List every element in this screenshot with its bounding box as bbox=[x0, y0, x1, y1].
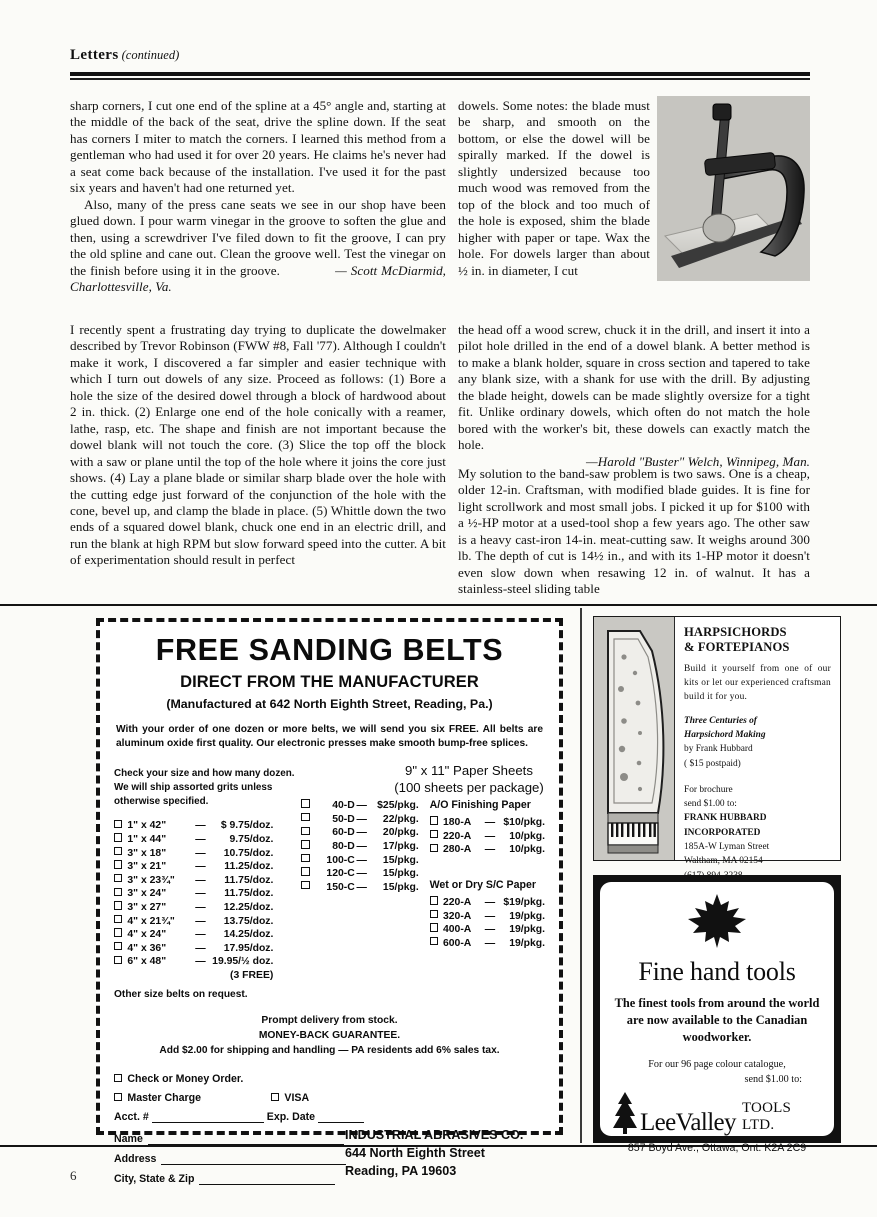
belt-size: 4" x 21¾" bbox=[127, 915, 175, 927]
belt-row[interactable] bbox=[114, 901, 301, 915]
sheet-row[interactable] bbox=[301, 867, 425, 881]
ao-grit: 180-A bbox=[443, 817, 472, 829]
paper-sheets-heading-line2: (100 sheets per package) bbox=[394, 780, 544, 796]
dash: — bbox=[195, 956, 206, 968]
sheet-price: 22/pkg. bbox=[382, 813, 419, 825]
belt-row[interactable] bbox=[114, 860, 301, 874]
ad-terms bbox=[114, 1014, 545, 1059]
sheet-price: 15/pkg. bbox=[382, 881, 419, 893]
dash: — bbox=[195, 902, 206, 914]
belt-size: 6" x 48" bbox=[127, 956, 167, 968]
belt-size: 3" x 24" bbox=[127, 888, 167, 900]
checkbox-icon[interactable] bbox=[301, 840, 309, 848]
sc-grit: 320-A bbox=[443, 910, 472, 922]
sheet-grit: 40-D bbox=[332, 800, 355, 812]
brochure-line2: send $1.00 to: bbox=[684, 799, 737, 810]
dash: — bbox=[356, 868, 367, 880]
dash: — bbox=[195, 861, 206, 873]
name-label: Name bbox=[114, 1132, 143, 1145]
sc-paper-heading: Wet or Dry S/C Paper bbox=[429, 879, 536, 892]
dash: — bbox=[484, 937, 496, 949]
header-continued-note: (continued) bbox=[121, 48, 180, 62]
sheet-row[interactable] bbox=[301, 854, 425, 868]
belt-price: 11.75/doz. bbox=[224, 888, 274, 900]
belt-size: 4" x 36" bbox=[127, 942, 167, 954]
harpsichord-headline-line1: HARPSICHORDS bbox=[684, 625, 787, 639]
checkbox-icon[interactable] bbox=[430, 896, 438, 904]
belts-list bbox=[114, 819, 301, 969]
belt-row[interactable] bbox=[114, 833, 301, 847]
belt-price: 13.75/doz. bbox=[223, 915, 274, 927]
harpsichord-ad-copy bbox=[675, 617, 840, 867]
belt-row[interactable] bbox=[114, 847, 301, 861]
harpsichord-book-info bbox=[684, 714, 831, 771]
name-input-line[interactable] bbox=[148, 1133, 344, 1145]
dash: — bbox=[195, 874, 206, 886]
sc-price: 19/pkg. bbox=[509, 924, 545, 936]
dash: — bbox=[484, 897, 496, 909]
checkbox-icon[interactable] bbox=[114, 1093, 122, 1101]
belt-price: 19.95/½ doz. bbox=[212, 956, 274, 968]
sc-price: 19/pkg. bbox=[509, 910, 545, 922]
dash: — bbox=[195, 929, 206, 941]
dash: — bbox=[195, 847, 206, 859]
belt-price: 10.75/doz. bbox=[223, 847, 274, 859]
checkbox-icon[interactable] bbox=[114, 928, 122, 936]
article-right-column-top bbox=[458, 98, 650, 279]
page-number: 6 bbox=[70, 1168, 77, 1183]
article-left-column-bottom bbox=[70, 322, 446, 569]
c-clamp-illustration bbox=[657, 96, 810, 281]
ad-lee-valley-tools bbox=[593, 875, 841, 1154]
address-label: Address bbox=[114, 1152, 157, 1165]
terms-delivery: Prompt delivery from stock. bbox=[261, 1014, 398, 1026]
lee-valley-subheadline: The finest tools from around the world are now available to the Canadian woodworker. bbox=[614, 996, 820, 1045]
terms-guarantee: MONEY-BACK GUARANTEE. bbox=[258, 1029, 401, 1041]
sheet-price: 17/pkg. bbox=[382, 841, 419, 853]
belt-size: 3" x 21" bbox=[127, 861, 167, 873]
ao-row[interactable] bbox=[430, 830, 545, 844]
paragraph: I recently spent a frustrating day trying to duplicate the dowelmaker described by Trevor Robinson (FWW #8, Fall '77). Although I couldn't make it work, I discovered a far simpler and easier technique with which I turn out dowels of any size. Proceed as follows: (1) Bore a hole the size of the desired dowel through a block of hardwood about 2 in. thick. (2) Enlarge one end of the hole conically with a reamer, lathe, rasp, etc. The shape and finish are not important because the dowel blank will not touch the core. (3) Slice the top off the block with a saw or plane until the top of the hole where it joins the core just shows. (4) Lay a plane blade or similar sharp blade over the hole with the cutting edge just forward of the conjunction of the hole with the cone, bevel up, and clamp the blade in place. (5) Whittle down the two ends of a squared dowel blank, chuck one end in an electric drill, and run the blank at high RPM but slow forward speed into the cutter. A bit of experimentation should result in perfect bbox=[70, 322, 446, 568]
ad-frank-hubbard-harpsichords bbox=[593, 616, 841, 867]
account-row[interactable] bbox=[114, 1111, 545, 1123]
checkbox-icon[interactable] bbox=[271, 1093, 279, 1101]
book-title-line2: Harpsichord Making bbox=[684, 729, 766, 740]
payment-card-row[interactable] bbox=[114, 1092, 545, 1104]
checkbox-icon[interactable] bbox=[114, 956, 122, 964]
letter-signature: — Scott McDiarmid, Charlottesville, Va. bbox=[70, 262, 447, 294]
sc-row[interactable] bbox=[430, 896, 545, 910]
expiry-label: Exp. Date bbox=[266, 1110, 316, 1123]
other-sizes-note: Other size belts on request. bbox=[114, 988, 248, 1000]
ad-manufacturer-note: (Manufactured at 642 North Eighth Street, Reading, Pa.) bbox=[166, 697, 493, 712]
catalogue-line2: send $1.00 to: bbox=[744, 1073, 802, 1085]
sc-price: $19/pkg. bbox=[503, 897, 545, 909]
conifer-tree-icon bbox=[610, 1091, 640, 1135]
paragraph: sharp corners, I cut one end of the spline at a 45° angle and, starting at the middle of the back of the seat, drive the spline down. If the seat has corners I miter to match the corners. I learned this method from a gentleman who had used it for over 20 years. He claims he's never had a seat come back because of the installation. I've used it for the past six years and haven't had one returned yet. bbox=[70, 98, 446, 196]
ao-row[interactable] bbox=[430, 843, 545, 857]
logo-tools-ltd: TOOLS LTD. bbox=[741, 1099, 792, 1133]
harpsichord-address-line2: Waltham, MA 02154 bbox=[684, 856, 763, 867]
belt-price: 17.95/doz. bbox=[223, 942, 274, 954]
dash: — bbox=[356, 813, 367, 825]
logo-valley: Valley bbox=[675, 1108, 736, 1136]
harpsichord-brochure-info bbox=[684, 783, 831, 883]
checkbox-icon[interactable] bbox=[114, 888, 122, 896]
belt-price: 12.25/doz. bbox=[223, 902, 274, 914]
checkbox-icon[interactable] bbox=[114, 820, 122, 828]
expiry-input-line[interactable] bbox=[318, 1111, 364, 1123]
header-rule-thin bbox=[70, 78, 810, 80]
ad-offer-blurb: With your order of one dozen or more belts, we will send you six FREE. All belts are aluminum oxide first quality. Our electronic presses make smooth bump-free splices. bbox=[116, 724, 543, 750]
sc-grit: 400-A bbox=[443, 924, 472, 936]
sheet-grit: 100-C bbox=[326, 854, 355, 866]
lee-valley-address: 857 Boyd Ave., Ottawa, Ont. K2A 2C9 bbox=[627, 1141, 807, 1154]
harpsichord-company-line2: INCORPORATED bbox=[684, 827, 761, 838]
belt-size: 3" x 23¾" bbox=[127, 874, 175, 886]
order-form bbox=[114, 1073, 545, 1191]
ads-section-vertical-rule bbox=[580, 608, 582, 1143]
company-street: 644 North Eighth Street bbox=[345, 1145, 485, 1160]
checkbox-icon[interactable] bbox=[114, 901, 122, 909]
paper-sheets-list bbox=[301, 799, 425, 894]
checkbox-icon[interactable] bbox=[114, 833, 122, 841]
belt-row[interactable] bbox=[114, 887, 301, 901]
belt-price: 14.25/doz. bbox=[223, 929, 274, 941]
checkbox-icon[interactable] bbox=[430, 923, 438, 931]
belt-row[interactable] bbox=[114, 819, 301, 833]
checkbox-icon[interactable] bbox=[301, 867, 309, 875]
sheet-grit: 50-D bbox=[332, 813, 355, 825]
sheet-grit: 60-D bbox=[332, 827, 355, 839]
harpsichord-headline-line2: & FORTEPIANOS bbox=[684, 639, 790, 654]
checkbox-icon[interactable] bbox=[430, 937, 438, 945]
ao-row[interactable] bbox=[430, 816, 545, 830]
dash: — bbox=[484, 830, 496, 842]
sc-row[interactable] bbox=[430, 910, 545, 924]
belt-price: 9.75/doz. bbox=[229, 834, 274, 846]
checkbox-icon[interactable] bbox=[114, 847, 122, 855]
ads-section-top-rule bbox=[0, 604, 877, 606]
dash: — bbox=[484, 844, 496, 856]
sc-row[interactable] bbox=[430, 923, 545, 937]
sheet-price: 15/pkg. bbox=[382, 868, 419, 880]
checkbox-icon[interactable] bbox=[430, 910, 438, 918]
checkbox-icon[interactable] bbox=[114, 915, 122, 923]
sheet-row[interactable] bbox=[301, 826, 425, 840]
logo-lee-valley-text bbox=[640, 1110, 736, 1135]
dash: — bbox=[356, 800, 367, 812]
maple-leaf-illustration bbox=[686, 892, 748, 950]
ao-paper-list bbox=[430, 816, 545, 857]
ad-headline: FREE SANDING BELTS bbox=[155, 633, 504, 667]
three-free-note: (3 FREE) bbox=[230, 969, 274, 981]
dash: — bbox=[484, 910, 496, 922]
checkbox-icon[interactable] bbox=[301, 813, 309, 821]
belt-size: 1" x 42" bbox=[127, 820, 167, 832]
page-header bbox=[70, 46, 810, 64]
sc-grit: 220-A bbox=[443, 897, 472, 909]
sc-row[interactable] bbox=[430, 937, 545, 951]
checkbox-icon[interactable] bbox=[430, 830, 438, 838]
checkbox-icon[interactable] bbox=[301, 827, 309, 835]
paragraph: the head off a wood screw, chuck it in the drill, and insert it into a pilot hole drilled in the end of a dowel blank. A better method is to make a blank holder, square in cross section and tapered to take any blank size, with a shank for use with the drill. By adjusting the blade height, dowels can be made slightly oversize for a tight fit. Unlike ordinary dowels, which often do not match the hole bored with the worker's bit, these dowels can exactly match the hole. bbox=[458, 322, 810, 453]
book-author: by Frank Hubbard bbox=[684, 744, 753, 755]
paper-sheets-heading-line1: 9" x 11" Paper Sheets bbox=[405, 763, 533, 778]
ao-price: 10/pkg. bbox=[509, 830, 545, 842]
sheet-grit: 80-D bbox=[332, 841, 355, 853]
belt-row[interactable] bbox=[114, 955, 301, 969]
ao-paper-heading: A/O Finishing Paper bbox=[429, 799, 531, 812]
checkbox-icon[interactable] bbox=[114, 860, 122, 868]
lee-valley-catalogue-note bbox=[610, 1058, 824, 1087]
belt-row[interactable] bbox=[114, 942, 301, 956]
dash: — bbox=[484, 924, 496, 936]
harpsichord-address-line1: 185A-W Lyman Street bbox=[684, 841, 770, 852]
sheet-row[interactable] bbox=[301, 813, 425, 827]
paragraph: My solution to the band-saw problem is two saws. One is a cheap, older 12-in. Craftsman, with modified blade guides. It is fine for light scrollwork and most small jobs. I picked it up for $100 with a ½-HP motor at a used-tool shop a few years ago. The other saw is a heavy cast-iron 14-in. meat-cutting saw. It weighs around 300 lb. The depth of cut is 14½ in., and with its 1-HP motor it doesn't even slow down when resawing 12 in. of walnut. It has a stainless-steel sliding table bbox=[458, 466, 810, 597]
paper-sheets-heading bbox=[365, 762, 573, 796]
address-input-line[interactable] bbox=[161, 1153, 346, 1165]
c-clamp-photo bbox=[657, 96, 810, 281]
checkbox-icon[interactable] bbox=[301, 854, 309, 862]
sheet-price: 20/pkg. bbox=[382, 827, 419, 839]
harpsichord-company-line1: FRANK HUBBARD bbox=[684, 813, 767, 824]
city-input-line[interactable] bbox=[199, 1173, 335, 1185]
ad-industrial-abrasives bbox=[96, 618, 563, 1185]
belt-row[interactable] bbox=[114, 874, 301, 888]
header-rule-thick bbox=[70, 72, 810, 76]
maple-leaf-icon bbox=[610, 892, 824, 955]
sheet-price: 15/pkg. bbox=[382, 854, 419, 866]
harpsichord-headline bbox=[684, 625, 831, 655]
company-address bbox=[345, 1127, 545, 1181]
checkbox-icon[interactable] bbox=[114, 874, 122, 882]
letter-signature: —Harold "Buster" Welch, Winnipeg, Man. bbox=[586, 453, 810, 469]
dash: — bbox=[195, 888, 206, 900]
paragraph-text: Also, many of the press cane seats we see in our shop have been glued down. I pour warm vinegar in the groove to soften the glue and then, using a screwdriver I've filed down to fit the groove, I can pry the old spline and cane out. Clean the groove well. Test the vinegar on the finish before using it in the groove. bbox=[70, 196, 446, 278]
harpsichord-photo bbox=[594, 617, 675, 860]
dash: — bbox=[356, 854, 367, 866]
checkbox-icon[interactable] bbox=[301, 881, 309, 889]
paragraph: dowels. Some notes: the blade must be sharp, and smooth on the bottom, or else the dowel will be spirally marked. If the dowel is slightly undersized because too much wood was removed from the top of the block and too much of the hole is exposed, shim the blade higher with paper or tape. Wax the hole. For dowels larger than about ½ in. in diameter, I cut bbox=[458, 98, 650, 278]
belt-row[interactable] bbox=[114, 928, 301, 942]
book-title-line1: Three Centuries of bbox=[684, 715, 757, 726]
book-price: ( $15 postpaid) bbox=[684, 758, 741, 769]
checkbox-icon[interactable] bbox=[430, 816, 438, 824]
ao-price: 10/pkg. bbox=[509, 844, 545, 856]
checkbox-icon[interactable] bbox=[114, 1074, 122, 1082]
belt-size: 3" x 27" bbox=[127, 902, 167, 914]
lee-valley-logo bbox=[610, 1091, 824, 1135]
belt-size: 3" x 18" bbox=[127, 847, 167, 859]
checkbox-icon[interactable] bbox=[430, 844, 438, 852]
sheet-row[interactable] bbox=[301, 840, 425, 854]
paragraph bbox=[70, 197, 446, 296]
dash: — bbox=[356, 841, 367, 853]
sheet-grit: 120-C bbox=[326, 868, 355, 880]
sc-price: 19/pkg. bbox=[509, 937, 545, 949]
payment-check-label: Check or Money Order. bbox=[127, 1072, 244, 1085]
harpsichord-illustration bbox=[594, 617, 674, 860]
lee-valley-headline: Fine hand tools bbox=[638, 957, 796, 986]
belt-size: 4" x 24" bbox=[127, 929, 167, 941]
dash: — bbox=[195, 915, 206, 927]
ao-grit: 280-A bbox=[443, 844, 472, 856]
checkbox-icon[interactable] bbox=[114, 942, 122, 950]
company-name: INDUSTRIAL ABRASIVES CO. bbox=[345, 1127, 524, 1142]
page-title: Letters bbox=[70, 47, 119, 63]
belt-price: 11.75/doz. bbox=[224, 874, 274, 886]
article-left-column-top bbox=[70, 98, 446, 295]
dash: — bbox=[195, 942, 206, 954]
belt-price: $ 9.75/doz. bbox=[220, 820, 274, 832]
ao-grit: 220-A bbox=[443, 830, 472, 842]
belts-size-note: Check your size and how many dozen. We will ship assorted grits unless otherwise specified. bbox=[114, 768, 295, 808]
catalogue-line1: For our 96 page colour catalogue, bbox=[648, 1059, 786, 1071]
belts-column bbox=[114, 767, 301, 1000]
dash: — bbox=[356, 881, 367, 893]
dash: — bbox=[195, 820, 206, 832]
terms-shipping: Add $2.00 for shipping and handling — PA residents add 6% sales tax. bbox=[159, 1044, 500, 1056]
sc-paper-list bbox=[430, 896, 545, 950]
sheet-row[interactable] bbox=[301, 881, 425, 895]
dash: — bbox=[356, 827, 367, 839]
dash: — bbox=[195, 834, 206, 846]
city-label: City, State & Zip bbox=[114, 1172, 195, 1185]
account-input-line[interactable] bbox=[152, 1111, 264, 1123]
ao-price: $10/pkg. bbox=[503, 817, 545, 829]
harpsichord-body-copy: Build it yourself from one of our kits or let our experienced craftsman build it for you. bbox=[684, 663, 831, 703]
sheet-grit: 150-C bbox=[326, 881, 355, 893]
sc-grit: 600-A bbox=[443, 937, 472, 949]
payment-mastercharge-label: Master Charge bbox=[127, 1091, 201, 1104]
article-right-column-bottom bbox=[458, 466, 810, 598]
belt-size: 1" x 44" bbox=[127, 834, 167, 846]
payment-visa-label: VISA bbox=[284, 1091, 310, 1104]
sheet-price: $25/pkg. bbox=[377, 800, 419, 812]
article-right-column-middle bbox=[458, 322, 810, 470]
company-city: Reading, PA 19603 bbox=[345, 1163, 457, 1178]
ad-subheadline: DIRECT FROM THE MANUFACTURER bbox=[180, 673, 479, 692]
brochure-line1: For brochure bbox=[684, 784, 733, 795]
checkbox-icon[interactable] bbox=[301, 799, 309, 807]
account-label: Acct. # bbox=[114, 1110, 149, 1123]
payment-check-row[interactable] bbox=[114, 1073, 545, 1085]
belt-price: 11.25/doz. bbox=[224, 861, 274, 873]
logo-lee: Lee bbox=[640, 1108, 676, 1136]
dash: — bbox=[484, 817, 496, 829]
belt-row[interactable] bbox=[114, 915, 301, 929]
